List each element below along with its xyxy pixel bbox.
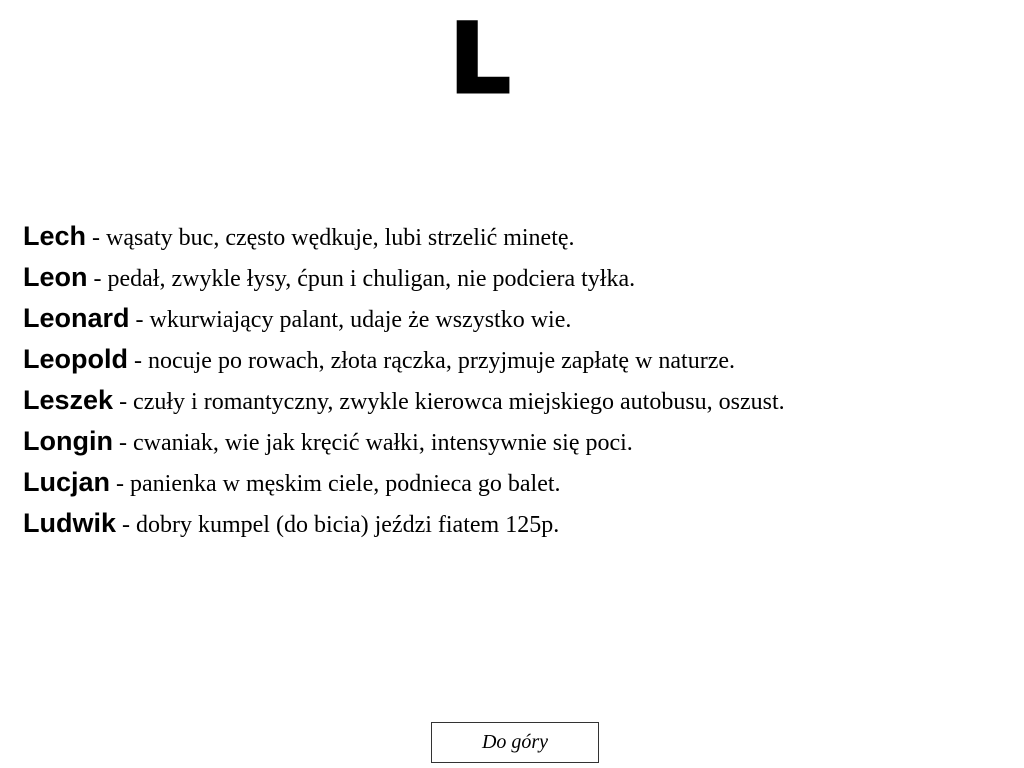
entry-description: - dobry kumpel (do bicia) jeździ fiatem 125p. <box>116 512 560 538</box>
list-item <box>23 257 1013 298</box>
list-item <box>23 421 1013 462</box>
list-item <box>23 298 1013 339</box>
entry-name: Leon <box>23 262 88 292</box>
list-item <box>23 216 1013 257</box>
entry-name: Ludwik <box>23 508 116 538</box>
entry-description: - wąsaty buc, często wędkuje, lubi strzelić minetę. <box>86 225 575 251</box>
entry-name: Longin <box>23 426 113 456</box>
entry-description: - pedał, zwykle łysy, ćpun i chuligan, nie podciera tyłka. <box>87 266 636 292</box>
entry-name: Leopold <box>23 344 128 374</box>
entry-description: - panienka w męskim ciele, podnieca go balet. <box>110 471 561 497</box>
entry-description: - wkurwiający palant, udaje że wszystko wie. <box>129 307 572 333</box>
entry-description: - czuły i romantyczny, zwykle kierowca miejskiego autobusu, oszust. <box>113 389 785 415</box>
entry-name: Leonard <box>23 303 130 333</box>
list-item <box>23 462 1013 503</box>
name-list <box>23 216 1013 544</box>
entry-description: - nocuje po rowach, złota rączka, przyjmuje zapłatę w naturze. <box>127 348 736 374</box>
entry-name: Lech <box>23 221 87 251</box>
list-item <box>23 339 1013 380</box>
list-item <box>23 380 1013 421</box>
entry-name: Leszek <box>23 385 114 415</box>
entry-description: - cwaniak, wie jak kręcić wałki, intensywnie się poci. <box>112 430 633 456</box>
back-to-top-button[interactable]: Do góry <box>431 722 599 763</box>
list-item <box>23 503 1013 544</box>
entry-name: Lucjan <box>23 467 111 497</box>
letter-heading: L <box>449 3 511 115</box>
